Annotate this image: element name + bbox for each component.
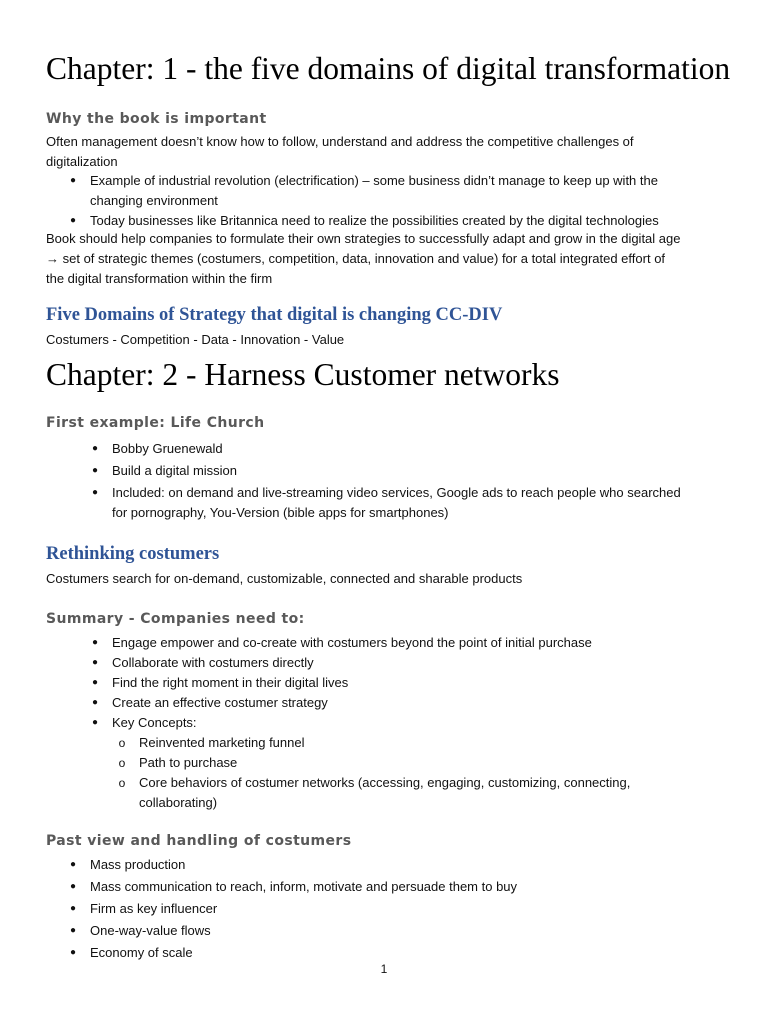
bullet-icon: ● [69,859,77,870]
bullet-icon: ● [91,637,99,648]
list-item-text: Find the right moment in their digital lives [112,675,349,690]
list-item-text: Example of industrial revolution (electrification) – some business didn’t manage to keep up with the [90,173,658,188]
list-item [69,921,517,941]
five-domains-heading: Five Domains of Strategy that digital is changing CC-DIV [46,305,503,325]
list-item-text: Included: on demand and live-streaming video services, Google ads to reach people who searched [112,485,681,500]
summary-heading: Summary - Companies need to: [46,611,305,627]
list-item [118,733,630,753]
list-item-text: Build a digital mission [112,463,238,478]
list-item [118,773,631,813]
list-item-text: Engage empower and co-create with costumers beyond the point of initial purchase [112,635,592,650]
intro-line: Often management doesn’t know how to follow, understand and address the competitive challenges of [46,134,634,149]
list-item-text: Mass production [90,857,186,872]
list-item [91,693,592,713]
importance-bullet-list [69,171,659,231]
bullet-icon: ● [69,925,77,936]
list-item [69,855,517,875]
list-item-text: Collaborate with costumers directly [112,655,314,670]
list-item [69,877,518,897]
list-item-text: Core behaviors of costumer networks (accessing, engaging, customizing, connecting, [139,775,631,790]
list-item-text: Today businesses like Britannica need to realize the possibilities created by the digital technologies [90,213,659,228]
bullet-icon: ● [91,717,99,728]
bullet-icon: ● [91,657,99,668]
intro-line: digitalization [46,154,118,169]
domains-line: Costumers - Competition - Data - Innovation - Value [46,332,345,347]
bullet-icon: ● [91,487,99,498]
first-example-heading: First example: Life Church [46,415,265,431]
chapter-2-title: Chapter: 2 - Harness Customer networks [46,357,560,392]
intro-paragraph [46,132,736,172]
list-item-text: Mass communication to reach, inform, motivate and persuade them to buy [90,879,518,894]
list-item [69,171,659,211]
why-book-heading: Why the book is important [46,111,267,127]
chapter-1-title: Chapter: 1 - the five domains of digital transformation [46,51,731,86]
closing-line: the digital transformation within the firm [46,271,273,286]
list-item [91,483,681,523]
list-item [69,211,659,231]
bullet-icon: ● [69,175,77,186]
hollow-bullet-icon: o [118,776,126,790]
list-item-text: Economy of scale [90,945,193,960]
bullet-icon: ● [69,903,77,914]
list-item [91,439,681,459]
list-item-text: Path to purchase [139,755,238,770]
list-item [91,653,592,673]
past-view-heading: Past view and handling of costumers [46,833,352,849]
hollow-bullet-icon: o [118,736,126,750]
list-item [69,899,517,919]
closing-paragraph [46,229,736,289]
list-item-text: Firm as key influencer [90,901,218,916]
bullet-icon: ● [91,443,99,454]
closing-line: → set of strategic themes (costumers, competition, data, innovation and value) for a total integrated effort of [46,251,666,266]
bullet-icon: ● [91,677,99,688]
bullet-icon: ● [69,881,77,892]
list-item-text: Key Concepts: [112,715,197,730]
key-concepts-list [118,733,631,813]
list-item [91,713,592,733]
list-item-text: Reinvented marketing funnel [139,735,305,750]
bullet-icon: ● [91,697,99,708]
list-item [69,943,517,963]
bullet-icon: ● [69,215,77,226]
list-item-text: Bobby Gruenewald [112,441,223,456]
closing-line: Book should help companies to formulate their own strategies to successfully adapt and grow in the digital age [46,231,681,246]
list-item [91,633,592,653]
domains-text [46,330,736,350]
list-item-text: Create an effective costumer strategy [112,695,328,710]
list-item [91,461,681,481]
example-bullet-list [91,439,681,523]
list-item [91,673,592,693]
past-view-bullet-list [69,855,518,963]
list-item-text: for pornography, You-Version (bible apps for smartphones) [112,505,449,520]
bullet-icon: ● [69,947,77,958]
page-number: 1 [380,962,388,976]
document-page [46,0,736,1024]
hollow-bullet-icon: o [118,756,126,770]
summary-bullet-list [91,633,592,733]
list-item-text: collaborating) [139,795,218,810]
list-item [118,753,630,773]
rethinking-heading: Rethinking costumers [46,544,220,564]
list-item-text: One-way-value flows [90,923,211,938]
rethinking-text [46,569,736,589]
list-item-text: changing environment [90,193,218,208]
bullet-icon: ● [91,465,99,476]
rethinking-line: Costumers search for on-demand, customizable, connected and sharable products [46,571,523,586]
